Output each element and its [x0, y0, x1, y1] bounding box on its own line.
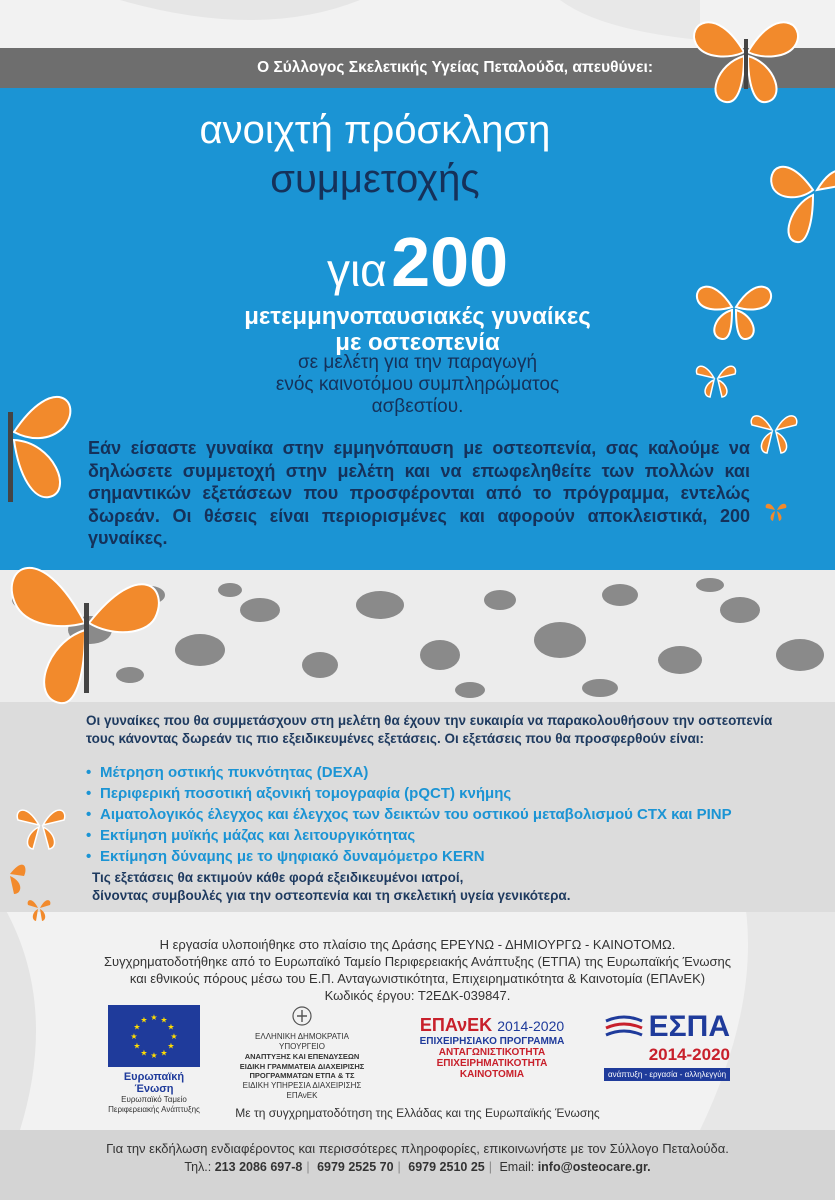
- phone-number[interactable]: 6979 2525 70: [317, 1160, 394, 1174]
- svg-text:★: ★: [167, 1041, 175, 1051]
- svg-text:★: ★: [133, 1041, 141, 1051]
- butterfly-icon: [748, 408, 800, 456]
- svg-text:★: ★: [160, 1048, 168, 1058]
- espa-waves-icon: [604, 1013, 644, 1043]
- svg-text:★: ★: [133, 1022, 141, 1032]
- list-item: • Μέτρηση οστικής πυκνότητας (DEXA): [86, 764, 369, 781]
- svg-text:★: ★: [130, 1032, 138, 1041]
- svg-text:★: ★: [160, 1015, 168, 1025]
- greek-emblem-icon: [290, 1005, 314, 1027]
- svg-text:★: ★: [140, 1048, 148, 1058]
- bullet-icon: •: [86, 806, 92, 823]
- svg-text:★: ★: [170, 1032, 178, 1041]
- eu-flag-icon: [108, 1005, 200, 1067]
- butterfly-icon: [764, 500, 788, 522]
- butterfly-icon: [0, 856, 26, 896]
- funding-statement: Η εργασία υλοποιήθηκε στο πλαίσιο της Δράσης ΕΡΕΥΝΩ - ΔΗΜΙΟΥΡΓΩ - ΚΑΙΝΟΤΟΜΩ. Συγχρηματοδοτήθηκε από το Ευρωπαϊκό Ταμείο Περιφερειακής Ανάπτυξης (ΕΤΠΑ) της Ευρωπαϊκής Ένωσης και εθνικούς πόρους μέσω του Ε.Π. Ανταγωνιστικότητα, Επιχειρηματικότητα & Καινοτομία (ΕΠΑνΕΚ) Κωδικός έργου: Τ2ΕΔΚ-039847.: [104, 937, 731, 1003]
- butterfly-icon: [765, 150, 835, 250]
- headline-open-call: ανοιχτή πρόσκληση: [199, 108, 551, 152]
- headline-for-word: για: [326, 244, 387, 296]
- svg-text:★: ★: [150, 1051, 158, 1060]
- epanek-logo: ΕΠΑνΕΚ 2014-2020 ΕΠΙΧΕΙΡΗΣΙΑΚΟ ΠΡΟΓΡΑΜΜΑ ΑΝΤΑΓΩΝΙΣΤΙΚΟΤΗΤΑ ΕΠΙΧΕΙΡΗΜΑΤΙΚΟΤΗΤΑ ΚΑΙΝΟΤΟΜΙΑ: [419, 1015, 565, 1080]
- svg-text:★: ★: [167, 1022, 175, 1032]
- phone-number[interactable]: 213 2086 697-8: [214, 1160, 303, 1174]
- greek-ministry-logo: ΕΛΛΗΝΙΚΗ ΔΗΜΟΚΡΑΤΙΑ ΥΠΟΥΡΓΕΙΟ ΑΝΑΠΤΥΞΗΣ ΚΑΙ ΕΠΕΝΔΥΣΕΩΝ ΕΙΔΙΚΗ ΓΡΑΜΜΑΤΕΙΑ ΔΙΑΧΕΙΡΙΣΗΣ ΠΡΟΓΡΑΜΜΑΤΩΝ ΕΤΠΑ & ΤΣ ΕΙΔΙΚΗ ΥΠΗΡΕΣΙΑ ΔΙΑΧΕΙΡΙΣΗΣ ΕΠΑνΕΚ: [232, 1005, 372, 1101]
- study-purpose-line2: ενός καινοτόμου συμπληρώματος: [275, 374, 560, 395]
- email-link[interactable]: info@osteocare.gr.: [537, 1160, 651, 1174]
- list-item: • Εκτίμηση δύναμης με το ψηφιακό δυναμόμετρο KERN: [86, 848, 485, 865]
- study-purpose-line1: σε μελέτη για την παραγωγή: [297, 352, 538, 373]
- butterfly-icon: [694, 360, 738, 400]
- exams-intro: Οι γυναίκες που θα συμμετάσχουν στη μελέτη θα έχουν την ευκαιρία να παρακολουθήσουν την οστεοπενία τους κάνοντας δωρεάν τις πιο εξειδικευμένες εξετάσεις. Οι εξετάσεις που θα προσφερθούν είναι:: [86, 713, 773, 746]
- butterfly-icon: [26, 896, 52, 922]
- bullet-icon: •: [86, 764, 92, 781]
- butterfly-icon: [14, 802, 68, 852]
- eu-logo: ★ ★ ★ ★ ★ ★ ★ ★ ★ ★ ★ ★ Ευρωπαϊκή Ένωση Ευρωπαϊκό Ταμείο Περιφερειακής Ανάπτυξης: [106, 1005, 202, 1115]
- study-purpose-line3: ασβεστίου.: [371, 396, 464, 417]
- list-item: • Περιφερική ποσοτική αξονική τομογραφία (pQCT) κνήμης: [86, 785, 512, 802]
- butterfly-icon: [0, 548, 170, 718]
- list-item: • Εκτίμηση μυϊκής μάζας και λειτουργικότητας: [86, 827, 416, 844]
- invitation-paragraph: Εάν είσαστε γυναίκα στην εμμηνόπαυση με οστεοπενία, σας καλούμε να δηλώσετε συμμετοχή στην μελέτη και να επωφεληθείτε των πολλών και σημαντικών εξετάσεων που προσφέρονται από το πρόγραμμα, εντελώς δωρεάν. Οι θέσεις είναι περιορισμένες και αφορούν αποκλειστικά, 200 γυναίκες.: [88, 438, 750, 548]
- organization-banner: Ο Σύλλογος Σκελετικής Υγείας Πεταλούδα, απευθύνει:: [0, 48, 835, 88]
- cofunding-line: Με τη συγχρηματοδότηση της Ελλάδας και της Ευρωπαϊκής Ένωσης: [235, 1106, 600, 1120]
- exams-list: [86, 762, 732, 867]
- list-item: • Αιματολογικός έλεγχος και έλεγχος των δεικτών του οστικού μεταβολισμού CTX και PINP: [86, 806, 732, 823]
- headline-participation: συμμετοχής: [270, 157, 480, 201]
- contact-intro: Για την εκδήλωση ενδιαφέροντος και περισσότερες πληροφορίες, επικοινωνήστε με τον Σύλλογο Πεταλούδα.: [106, 1141, 729, 1156]
- exams-closing: Τις εξετάσεις θα εκτιμούν κάθε φορά εξειδικευμένοι ιατροί, δίνοντας συμβουλές για την οστεοπενία και τη σκελετική υγεία γενικότερα.: [92, 870, 571, 903]
- participant-count: 200: [391, 223, 509, 301]
- phone-number[interactable]: 6979 2510 25: [408, 1160, 485, 1174]
- bullet-icon: •: [86, 848, 92, 865]
- target-group-line2: με οστεοπενία: [335, 329, 500, 356]
- bullet-icon: •: [86, 785, 92, 802]
- espa-logo: ΕΣΠΑ 2014-2020 ανάπτυξη - εργασία - αλληλεγγύη: [604, 1011, 730, 1081]
- butterfly-icon: [686, 4, 806, 114]
- bullet-icon: •: [86, 827, 92, 844]
- butterfly-icon: [692, 275, 776, 345]
- butterfly-icon: [0, 372, 84, 512]
- contact-details: Τηλ.: 213 2086 697-8 | 6979 2525 70 | 6979 2510 25 | Email: info@osteocare.gr.: [184, 1160, 651, 1174]
- svg-text:★: ★: [140, 1015, 148, 1025]
- target-group-line1: μετεμμηνοπαυσιακές γυναίκες: [244, 303, 591, 330]
- svg-text:★: ★: [150, 1013, 158, 1022]
